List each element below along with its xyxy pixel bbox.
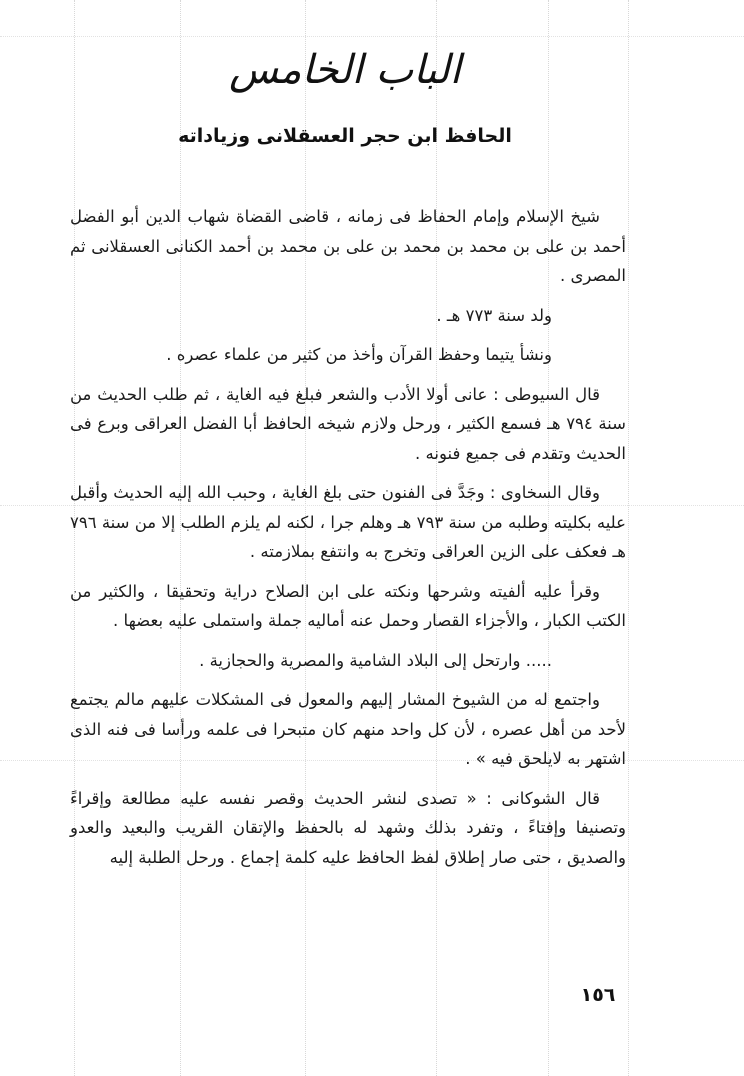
chapter-title: الباب الخامس bbox=[229, 47, 461, 93]
paragraph-upbringing: ونشأ يتيما وحفظ القرآن وأخذ من كثير من علماء عصره . bbox=[166, 345, 552, 364]
section-title: الحافظ ابن حجر العسقلانى وزياداته bbox=[178, 125, 512, 147]
scan-grid-line bbox=[628, 0, 629, 1076]
paragraph-suyuti: قال السيوطى : عانى أولا الأدب والشعر فبلغ فيه الغاية ، ثم طلب الحديث من سنة ٧٩٤ هـ فسمع الكثير ، ورحل ولازم شيخه الحافظ أبا الفضل العراقى وبرع فى الحديث وتقدم فى جميع فنونه . bbox=[70, 384, 626, 463]
paragraph-sakhawi: وقال السخاوى : وجَدَّ فى الفنون حتى بلغ الغاية ، وحبب الله إليه الحديث وأقبل عليه بكليته وطلبه من سنة ٧٩٣ هـ وهلم جرا ، لكنه لم يلزم الطلب إلا من سنة ٧٩٦ هـ فعكف على الزين العراقى وتخرج به وانتفع بملازمته . bbox=[70, 483, 626, 561]
paragraph-travels: ..... وارتحل إلى البلاد الشامية والمصرية والحجازية . bbox=[199, 650, 552, 670]
body-text bbox=[70, 202, 626, 882]
scan-grid-line bbox=[0, 36, 744, 37]
paragraph-alfiyya: وقرأ عليه ألفيته وشرحها ونكته على ابن الصلاح دراية وتحقيقا ، والكثير من الكتب الكبار ، والأجزاء القصار وحمل عنه أماليه جملة واستملى عليه بعضها . bbox=[70, 581, 626, 630]
page-number: ١٥٦ bbox=[580, 984, 616, 1006]
paragraph-birth: ولد سنة ٧٧٣ هـ . bbox=[436, 305, 552, 325]
paragraph-intro: شيخ الإسلام وإمام الحفاظ فى زمانه ، قاضى القضاة شهاب الدين أبو الفضل أحمد بن على بن محمد بن محمد بن على بن محمد بن أحمد الكنانى العسقلانى ثم المصرى . bbox=[70, 207, 626, 285]
paragraph-shawkani: قال الشوكانى : « تصدى لنشر الحديث وقصر نفسه عليه مطالعة وإقراءً وتصنيفا وإفتاءً ، وتفرد بذلك وشهد له بالحفظ والإتقان القريب والبعيد والعدو والصديق ، حتى صار إطلاق لفظ الحافظ عليه كلمة إجماع . ورحل الطلبة إليه bbox=[70, 788, 626, 867]
paragraph-teachers: واجتمع له من الشيوخ المشار إليهم والمعول فى المشكلات عليهم مالم يجتمع لأحد من أهل عصره ، لأن كل واحد منهم كان متبحرا فى علمه ورأسا فى فنه الذى اشتهر به لايلحق فيه » . bbox=[70, 690, 626, 768]
